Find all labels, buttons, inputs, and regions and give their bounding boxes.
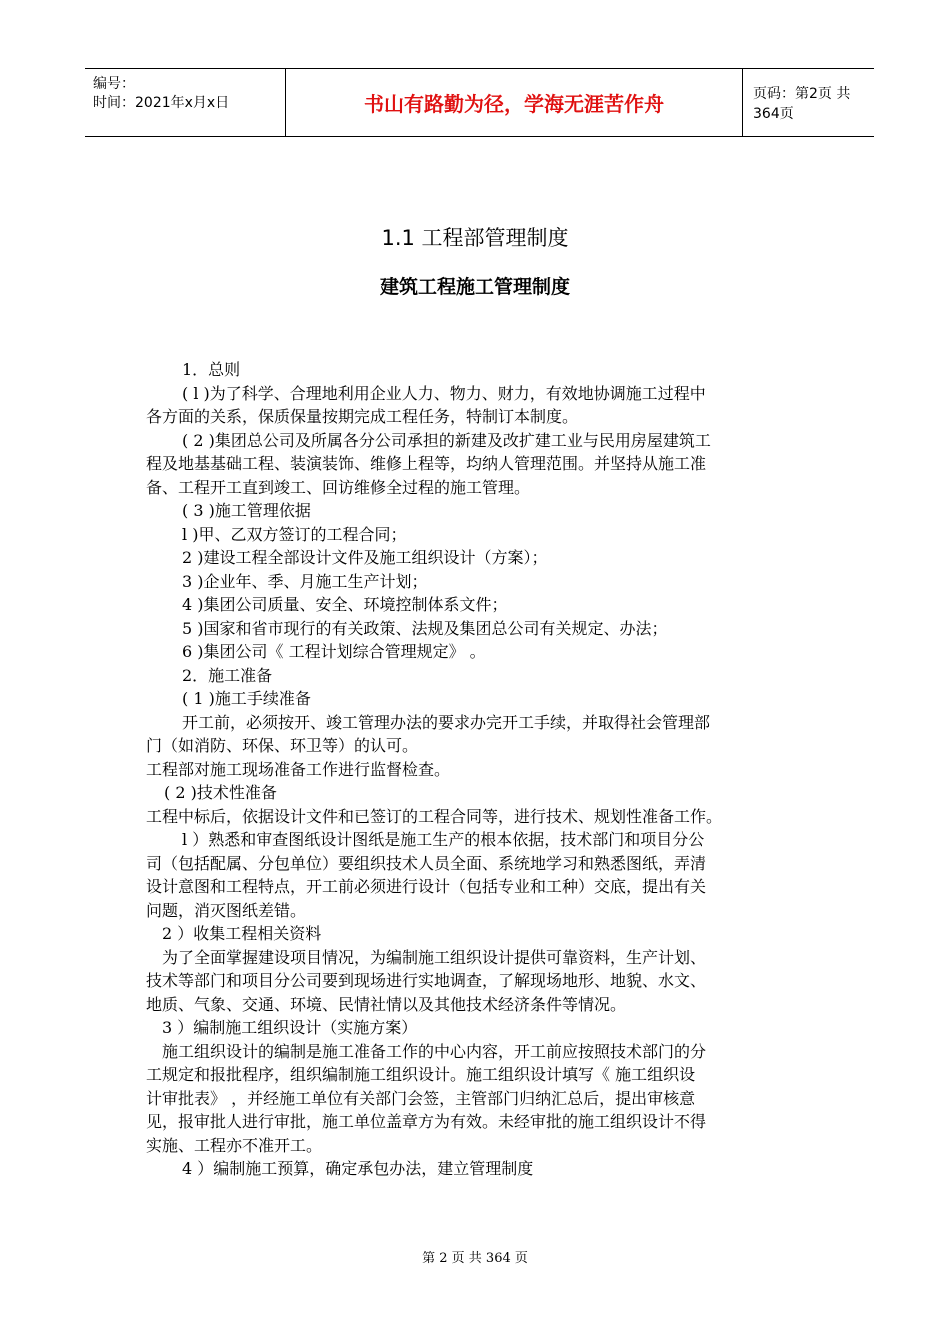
header-table <box>85 68 874 137</box>
page-footer: 第 2 页 共 364 页 <box>422 1251 528 1266</box>
motto: 书山有路勤为径，学海无涯苦作舟 <box>364 92 664 116</box>
text-line: 各方面的关系，保质保量按期完成工程任务，特制订本制度。 <box>146 407 579 426</box>
text-line: ( 3 )施工管理依据 <box>182 501 311 520</box>
text-line: 4 ）编制施工预算，确定承包办法，建立管理制度 <box>182 1159 534 1178</box>
text-line: 2．施工准备 <box>182 665 273 685</box>
text-line: 1．总则 <box>182 360 241 379</box>
text-line: 程及地基基础工程、装演装饰、维修上程等，均纳人管理范围。并坚持从施工准 <box>146 454 707 473</box>
text-line: 设计意图和工程特点，开工前必须进行设计（包括专业和工种）交底，提出有关 <box>146 877 707 896</box>
section-title: 1.1 工程部管理制度 <box>381 226 569 250</box>
text-line: 施工组织设计的编制是施工准备工作的中心内容，开工前应按照技术部门的分 <box>162 1041 707 1061</box>
text-line: 备、工程开工直到竣工、回访维修全过程的施工管理。 <box>146 477 531 497</box>
text-line: 5 )国家和省市现行的有关政策、法规及集团总公司有关规定、办法； <box>182 618 668 638</box>
text-line: 计审批表》 ，并经施工单位有关部门会签，主管部门归纳汇总后，提出审核意 <box>146 1088 696 1108</box>
text-line: ( 1 )施工手续准备 <box>182 689 311 708</box>
text-line: 工规定和报批程序，组织编制施工组织设计。施工组织设计填写《 施工组织设 <box>146 1065 696 1084</box>
text-line: 工程中标后，依据设计文件和已签订的工程合同等，进行技术、规划性准备工作。 <box>146 806 723 826</box>
document-title: 建筑工程施工管理制度 <box>379 276 570 298</box>
text-line: ( l )为了科学、合理地利用企业人力、物力、财力，有效地协调施工过程中 <box>182 383 706 403</box>
page-label: 页码：第2页 共364页 <box>753 85 851 122</box>
text-line: ( 2 )集团总公司及所属各分公司承担的新建及改扩建工业与民用房屋建筑工 <box>182 430 711 450</box>
text-line: 6 )集团公司《 工程计划综合管理规定》 。 <box>182 642 486 661</box>
text-line: 司（包括配属、分包单位）要组织技术人员全面、系统地学习和熟悉图纸，弄清 <box>146 853 707 873</box>
text-line: ( 2 )技术性准备 <box>164 783 277 802</box>
text-line: 4 )集团公司质量、安全、环境控制体系文件； <box>182 595 508 614</box>
header-motto-cell <box>286 69 743 136</box>
text-line: 2 ）收集工程相关资料 <box>162 924 322 943</box>
header-meta-cell <box>85 69 286 136</box>
time-label: 时间：2021年x月x日 <box>93 95 230 111</box>
text-line: 工程部对施工现场准备工作进行监督检查。 <box>146 759 451 779</box>
text-line: 开工前，必须按开、竣工管理办法的要求办完开工手续，并取得社会管理部 <box>182 712 711 732</box>
text-line: l ）熟悉和审查图纸设计图纸是施工生产的根本依据，技术部门和项目分公 <box>182 830 705 849</box>
header-page-cell <box>743 69 874 136</box>
text-line: 2 )建设工程全部设计文件及施工组织设计（方案）； <box>182 548 548 567</box>
text-line: 技术等部门和项目分公司要到现场进行实地调查，了解现场地形、地貌、水文、 <box>146 971 707 990</box>
text-line: 问题，消灭图纸差错。 <box>146 900 307 920</box>
text-line: 3 ）编制施工组织设计（实施方案） <box>162 1018 418 1037</box>
text-line: 3 )企业年、季、月施工生产计划； <box>182 571 428 591</box>
document-body <box>146 358 826 1181</box>
text-line: 实施、工程亦不准开工。 <box>146 1135 323 1155</box>
number-label: 编号： <box>93 76 135 92</box>
text-line: 为了全面掌握建设项目情况，为编制施工组织设计提供可靠资料，生产计划、 <box>162 947 707 967</box>
text-line: l )甲、乙双方签订的工程合同； <box>182 524 407 544</box>
text-line: 见，报审批人进行审批，施工单位盖章方为有效。未经审批的施工组织设计不得 <box>146 1112 707 1131</box>
text-line: 门（如消防、环保、环卫等）的认可。 <box>146 736 419 755</box>
text-line: 地质、气象、交通、环境、民情社情以及其他技术经济条件等情况。 <box>146 994 627 1014</box>
